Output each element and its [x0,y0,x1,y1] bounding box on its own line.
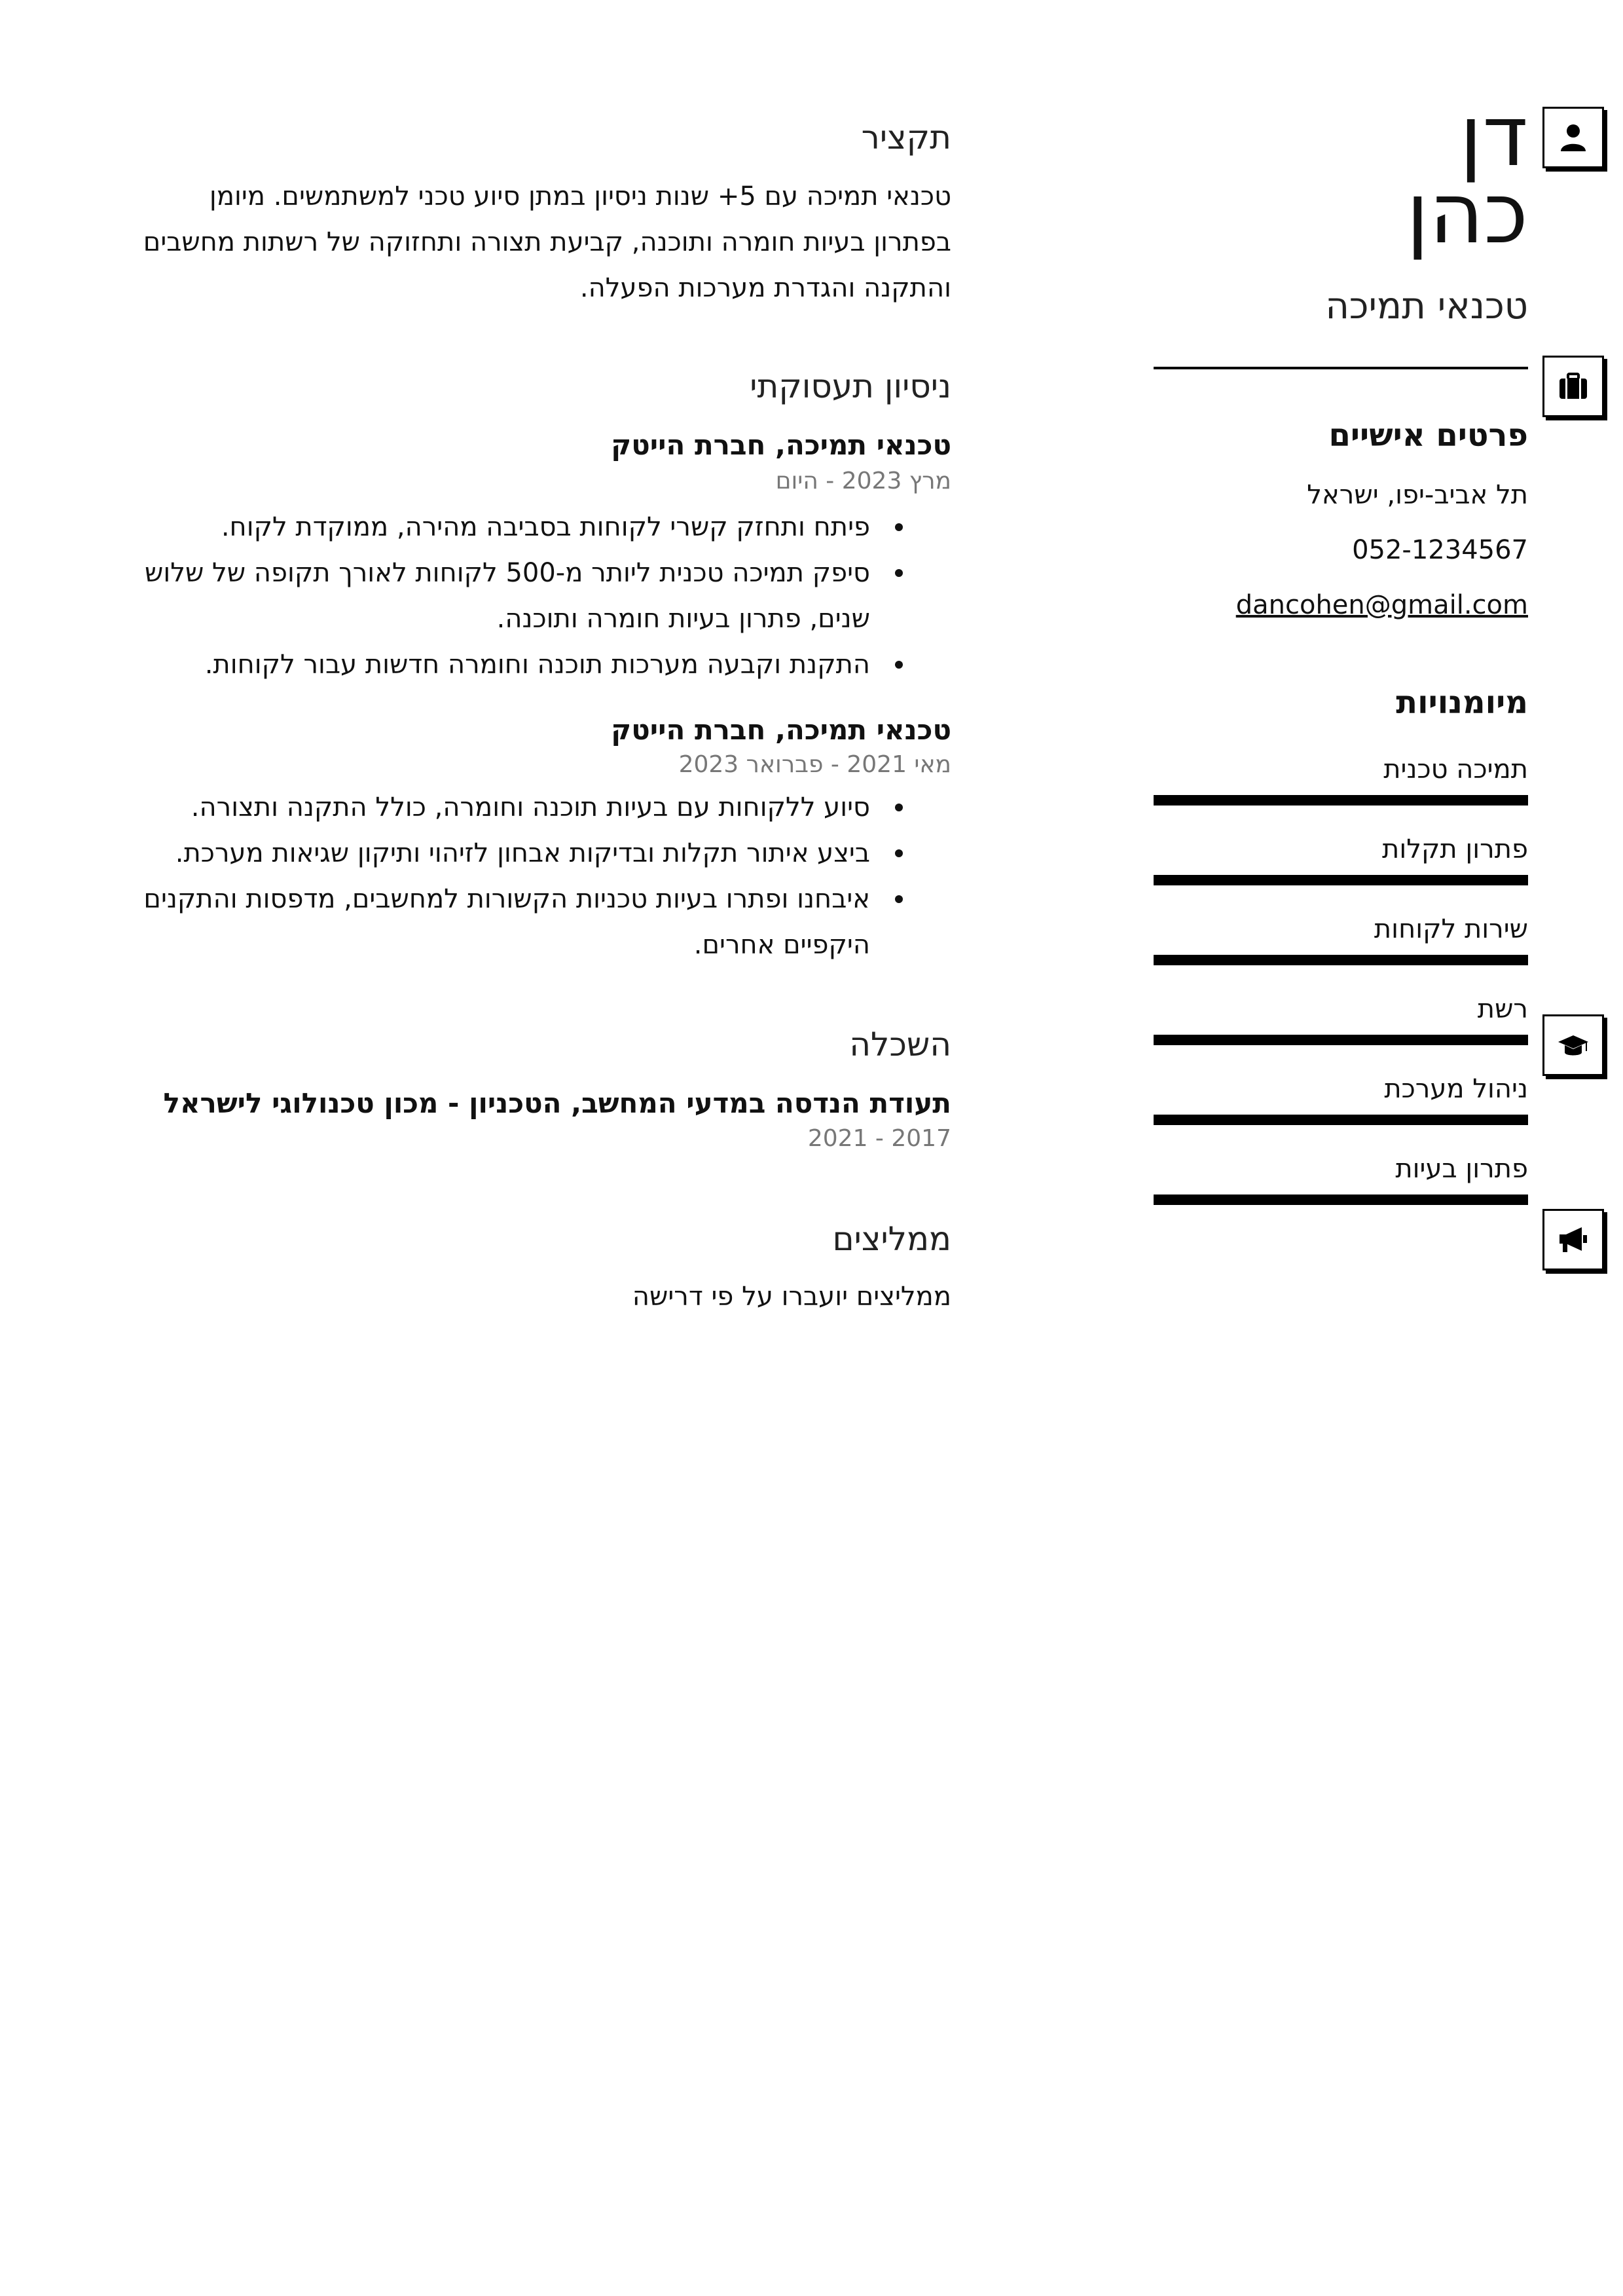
phone-text: 052-1234567 [1352,535,1528,565]
summary-text: טכנאי תמיכה עם 5+ שנות ניסיון במתן סיוע טכני למשתמשים. מיומן בפתרון בעיות חומרה ותוכנה, קביעת תצורה ותחזוקה של רשתות מחשבים והתקנה והגדרת מערכות הפעלה. [143,181,951,303]
email-link[interactable]: dancohen@gmail.com [1235,590,1528,620]
skill-level-bar [1154,795,1528,805]
job-title: טכנאי תמיכה [1325,285,1528,327]
briefcase-icon [1542,356,1604,417]
skill-label: תמיכה טכנית [1383,754,1528,785]
job-title-2: טכנאי תמיכה, חברת הייטק [611,714,951,746]
education-heading: השכלה [849,1026,951,1064]
graduation-cap-icon [1542,1014,1604,1076]
bullet-dot [895,849,903,857]
list-item: התקנת וקבעה מערכות תוכנה וחומרה חדשות עבור לקוחות. [100,642,951,688]
skill-level-bar [1154,1115,1528,1125]
skill-label: פתרון תקלות [1382,834,1528,864]
job-bullets-2 [100,785,951,968]
references-text: ממליצים יועברו על פי דרישה [632,1282,951,1312]
list-item: סיוע ללקוחות עם בעיות תוכנה וחומרה, כולל התקנה ותצורה. [100,785,951,830]
skills-heading: מיומנויות [1396,684,1528,721]
job-dates-1: מרץ 2023 - היום [775,468,951,494]
divider [1154,367,1528,369]
first-name: דן [1459,88,1528,185]
degree-text: תעודת הנדסה במדעי המחשב, הטכניון - מכון טכנולוגי לישראל [163,1087,951,1119]
summary-heading: תקציר [861,119,951,157]
references-heading: ממליצים [832,1220,951,1258]
list-item: סיפק תמיכה טכנית ליותר מ-500 לקוחות לאורך תקופה של שלוש שנים, פתרון בעיות חומרה ותוכנה. [100,550,951,642]
megaphone-icon [1542,1209,1604,1270]
job-dates-2: מאי 2021 - פברואר 2023 [678,751,951,778]
bullet-dot [895,569,903,577]
skill-level-bar [1154,1035,1528,1045]
last-name: כהן [1406,165,1528,263]
skill-level-bar [1154,875,1528,885]
skill-level-bar [1154,955,1528,965]
job-title-1: טכנאי תמיכה, חברת הייטק [611,429,951,461]
skill-label: ניהול מערכת [1384,1074,1528,1104]
job-bullets-1 [100,504,951,688]
location-text: תל אביב-יפו, ישראל [1307,480,1528,510]
list-item: פיתח ותחזק קשרי לקוחות בסביבה מהירה, ממוקדת לקוח. [100,504,951,550]
list-item: איבחנו ופתרו בעיות טכניות הקשורות למחשבים, מדפסות והתקנים היקפיים אחרים. [100,876,951,968]
list-item: ביצע איתור תקלות ובדיקות אבחון לזיהוי ותיקון שגיאות מערכת. [100,830,951,876]
full-name [1201,88,1528,263]
education-dates: 2017 - 2021 [807,1125,951,1152]
skill-label: רשת [1477,994,1528,1024]
bullet-dot [895,804,903,811]
skill-label: פתרון בעיות [1395,1154,1528,1184]
experience-heading: ניסיון תעסוקתי [750,367,951,405]
bullet-dot [895,523,903,531]
personal-details-heading: פרטים אישיים [1328,417,1528,454]
bullet-dot [895,661,903,669]
skill-label: שירות לקוחות [1374,914,1528,944]
bullet-dot [895,895,903,903]
person-icon [1542,107,1604,168]
skill-level-bar [1154,1194,1528,1205]
